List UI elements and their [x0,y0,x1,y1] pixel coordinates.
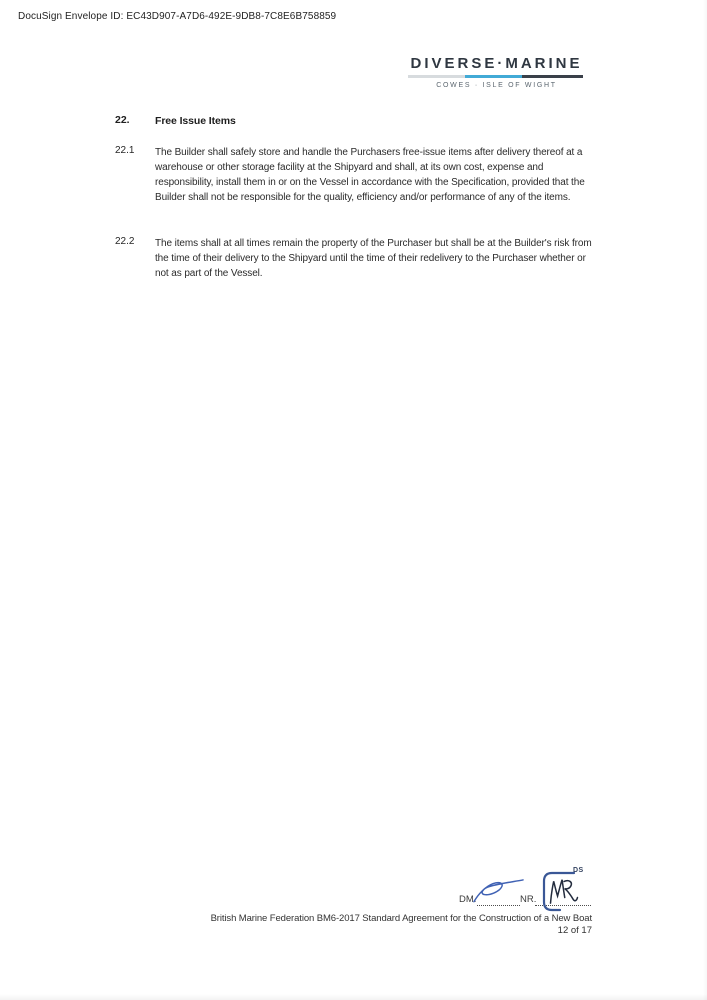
document-footer [180,913,592,936]
logo-divider-middle-segment [465,75,522,78]
agreement-title: British Marine Federation BM6-2017 Standard Agreement for the Construction of a New Boat [210,913,592,924]
logo-wordmark: DIVERSE·MARINE [410,55,583,72]
logo-tagline: COWES · ISLE OF WIGHT [436,82,557,89]
clause-number: 22.1 [115,145,135,156]
page-number: 12 of 17 [557,925,592,936]
nr-handwritten-initials-ink [545,875,579,909]
clause-body-text: The items shall at all times remain the property of the Purchaser but shall be at the Builder's risk from the time of their delivery to the Shipyard until the time of their redelivery to the Purchaser whether or not as part of the Vessel. [155,238,592,279]
section-heading-text: Free Issue Items [155,115,236,127]
scan-noise-right [703,0,707,1000]
logo-divider [408,75,585,78]
dm-initials-label: DM. [459,894,477,905]
diverse-marine-logo [408,55,585,89]
logo-divider-right-segment [522,75,583,78]
clause-number: 22. [115,114,130,126]
docusign-envelope-id: DocuSign Envelope ID: EC43D907-A7D6-492E-9DB8-7C8E6B758859 [18,11,337,22]
clause-number: 22.2 [115,236,135,247]
logo-divider-left-segment [408,75,465,78]
clause-body-text: The Builder shall safely store and handle the Purchasers free-issue items after delivery thereof at a warehouse or other storage facility at the Shipyard and shall, at its own cost, expense and responsibility, install them in or on the Vessel in accordance with the Specification, provided that the Builder shall not be responsible for the quality, efficiency and/or performance of any of the items. [155,147,585,203]
nr-initials-label: NR. [520,894,537,905]
scan-noise-bottom [0,994,707,1000]
docusign-ds-tag: DS [573,867,584,874]
